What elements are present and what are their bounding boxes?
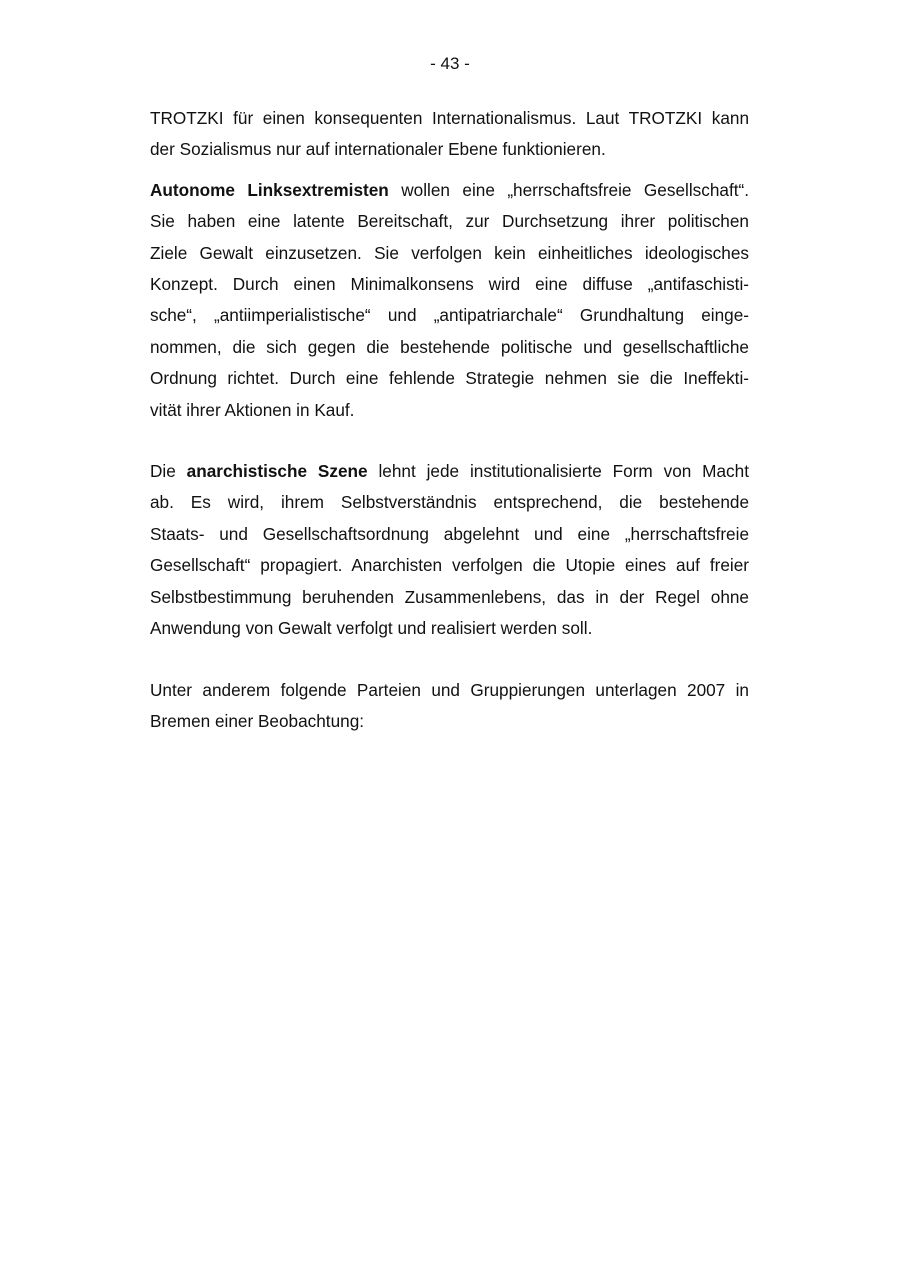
bold-term-autonome: Autonome Linksextremisten (150, 179, 389, 200)
document-body (150, 103, 749, 737)
text-line: TROTZKI für einen konsequenten Internationalismus. Laut TROTZKI kann (150, 108, 749, 128)
text-line: nommen, die sich gegen die bestehende politische und gesellschaftliche (150, 336, 749, 357)
text-fragment: Die (150, 461, 187, 482)
text-line: vität ihrer Aktionen in Kauf. (150, 399, 355, 420)
text-line: Sie haben eine latente Bereitschaft, zur Durchsetzung ihrer politischen (150, 211, 749, 232)
text-fragment: wollen eine „herrschaftsfreie Gesellschaft“. (388, 179, 750, 200)
text-line: Anwendung von Gewalt verfolgt und realisiert werden soll. (150, 618, 593, 639)
text-line: Selbstbestimmung beruhenden Zusammenlebens, das in der Regel ohne (150, 586, 749, 607)
text-line (150, 175, 749, 206)
text-line: Unter anderem folgende Parteien und Gruppierungen unterlagen 2007 in (150, 679, 749, 700)
paragraph-anarchistische (150, 456, 749, 644)
text-line: Gesellschaft“ propagiert. Anarchisten verfolgen die Utopie eines auf freier (150, 555, 749, 576)
text-line: Staats- und Gesellschaftsordnung abgelehnt und eine „herrschaftsfreie (150, 523, 749, 544)
page-number: - 43 - (430, 54, 470, 73)
text-line: Konzept. Durch einen Minimalkonsens wird eine diffuse „antifaschisti- (150, 274, 749, 295)
paragraph-autonome (150, 175, 749, 426)
text-line: Ordnung richtet. Durch eine fehlende Strategie nehmen sie die Ineffekti- (150, 368, 749, 389)
text-line: der Sozialismus nur auf internationaler Ebene funktionieren. (150, 139, 606, 160)
paragraph-trotzki (150, 103, 749, 166)
text-line: Ziele Gewalt einzusetzen. Sie verfolgen kein einheitliches ideologisches (150, 242, 749, 263)
text-line: ab. Es wird, ihrem Selbstverständnis entsprechend, die bestehende (150, 492, 749, 513)
text-line (150, 456, 749, 487)
text-fragment: lehnt jede institutionalisierte Form von Macht (367, 461, 749, 482)
bold-term-anarchistische: anarchistische Szene (186, 461, 368, 482)
text-line: Bremen einer Beobachtung: (150, 710, 365, 731)
paragraph-beobachtung (150, 675, 749, 738)
text-line: sche“, „antiimperialistische“ und „antipatriarchale“ Grundhaltung einge- (150, 305, 749, 326)
